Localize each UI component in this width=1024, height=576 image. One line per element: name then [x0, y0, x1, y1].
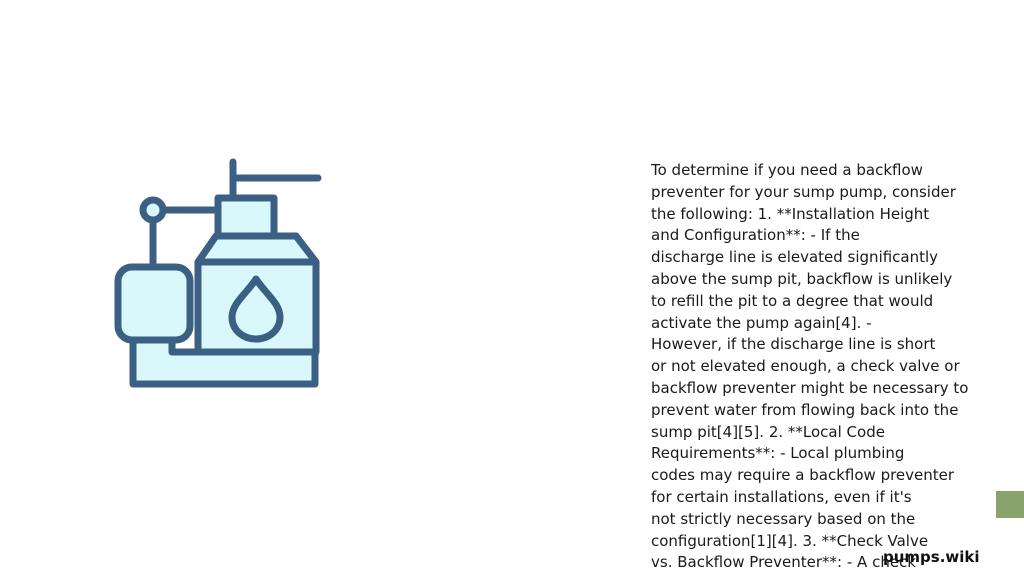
- sump-pump-illustration: [110, 150, 330, 395]
- left-tank: [118, 267, 190, 340]
- sump-pump-icon: [110, 150, 330, 395]
- body-paragraph: To determine if you need a backflow preventer for your sump pump, consider the following: 1. **Installation Height and Configuration**: - If the discharge line is elevated significantly above the sump pit, backflow is unlikely to refill the pit to a degree that would activate the pump again[4]. - However, if the discharge line is short or not elevated enough, a check valve or backflow preventer might be necessary to prevent water from flowing back into the sump pit[4][5]. 2. **Local Code Requirements**: - Local plumbing codes may require a backflow preventer for certain installations, even if it's not strictly necessary based on the configuration[1][4]. 3. **Check Valve vs. Backflow Preventer**: - A check: [651, 161, 969, 572]
- site-watermark: pumps.wiki: [883, 548, 980, 566]
- motor-cap: [218, 198, 274, 238]
- accent-block: [996, 491, 1024, 518]
